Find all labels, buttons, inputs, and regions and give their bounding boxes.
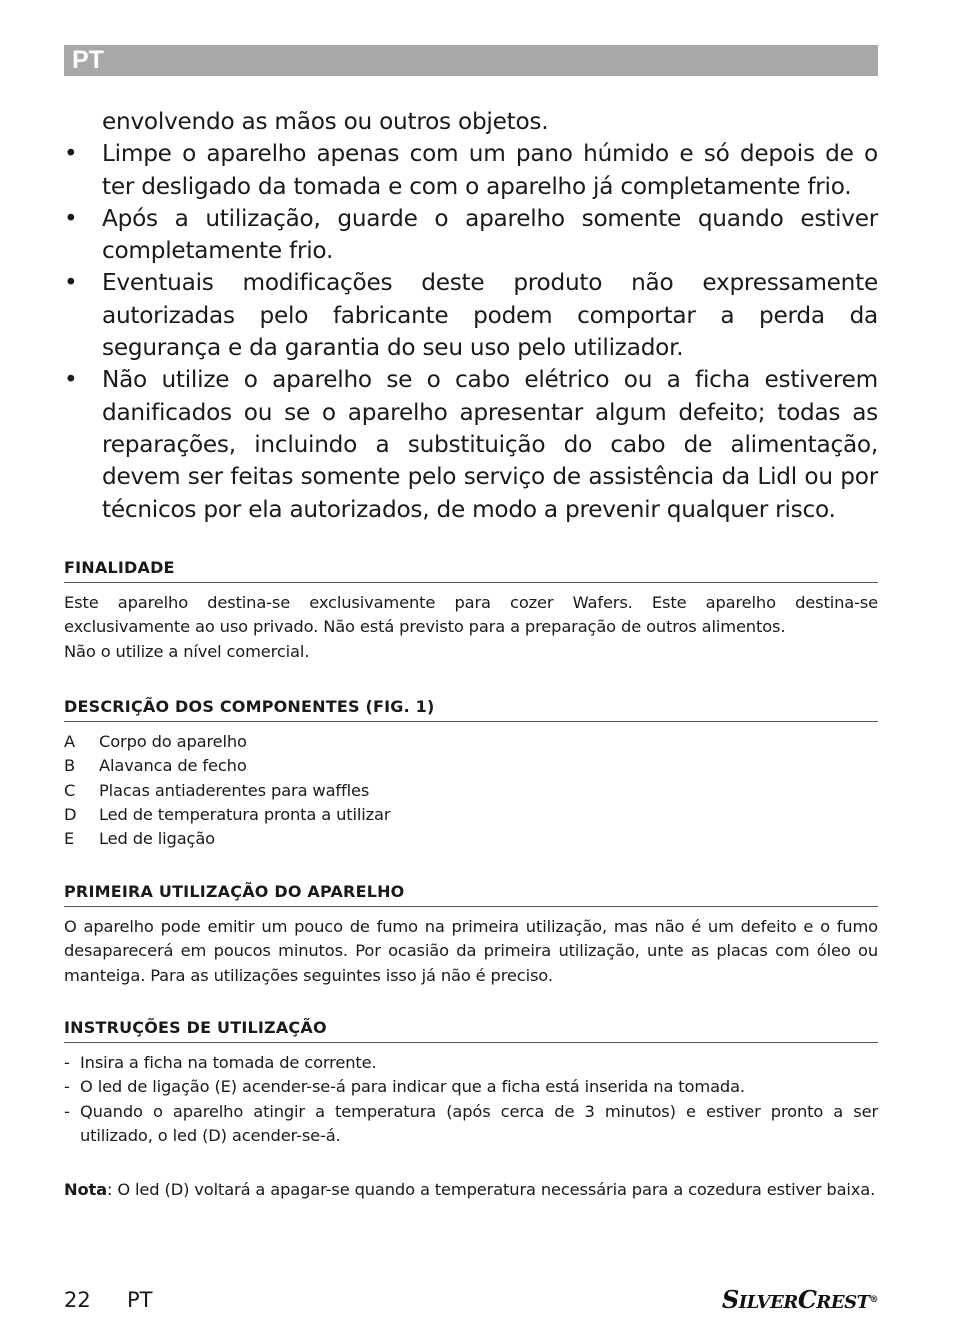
paragraph: Não o utilize a nível comercial. (64, 641, 310, 661)
section-heading: INSTRUÇÕES DE UTILIZAÇÃO (64, 1018, 878, 1043)
safety-instructions (64, 106, 878, 526)
bullet-icon: • (64, 269, 78, 297)
section-heading: DESCRIÇÃO DOS COMPONENTES (FIG. 1) (64, 697, 878, 722)
page-number: 22 (64, 1288, 91, 1312)
bullet-item: • Limpe o aparelho apenas com um pano húmido e só depois de o ter desligado da tomada e com o aparelho já completamente frio. (64, 140, 878, 200)
bullet-icon: • (64, 140, 78, 168)
bullet-item: • Após a utilização, guarde o aparelho somente quando estiver completamente frio. (64, 204, 878, 265)
list-item: - Quando o aparelho atingir a temperatura (após cerca de 3 minutos) e estiver pronto a ser utilizado, o led (D) acender-se-á. (64, 1101, 878, 1145)
continuation-line: envolvendo as mãos ou outros objetos. (102, 108, 549, 135)
list-item: E Led de ligação (64, 829, 215, 849)
section-heading: PRIMEIRA UTILIZAÇÃO DO APARELHO (64, 882, 878, 907)
bullet-icon: • (64, 366, 78, 394)
footer-language: PT (127, 1288, 153, 1312)
header-language: PT (72, 46, 104, 74)
bullet-item: • Não utilize o aparelho se o cabo elétrico ou a ficha estiverem danificados ou se o aparelho apresentar algum defeito; todas as reparações, incluindo a substituição do cabo de alimentação, devem ser feitas somente pelo serviço de assistência da Lidl ou por técnicos por ela autorizados, de modo a prevenir qualquer risco. (64, 366, 878, 523)
section-componentes (64, 697, 878, 851)
silvercrest-logo: SILVERCREST® (721, 1285, 878, 1314)
section-heading: FINALIDADE (64, 558, 878, 583)
components-list (64, 730, 878, 851)
list-item: - O led de ligação (E) acender-se-á para indicar que a ficha está inserida na tomada. (64, 1077, 745, 1097)
bullet-icon: • (64, 204, 78, 232)
bullet-item: • Eventuais modificações deste produto não expressamente autorizadas pelo fabricante podem comportar a perda da segurança e da garantia do seu uso pelo utilizador. (64, 269, 878, 362)
list-item: B Alavanca de fecho (64, 756, 247, 776)
section-primeira-utilizacao (64, 882, 878, 988)
list-item: - Insira a ficha na tomada de corrente. (64, 1053, 377, 1072)
paragraph: Este aparelho destina-se exclusivamente para cozer Wafers. Este aparelho destina-se exclusivamente ao uso privado. Não está previsto para a preparação de outros alimentos. (64, 593, 878, 637)
list-item: A Corpo do aparelho (64, 732, 247, 751)
paragraph: O aparelho pode emitir um pouco de fumo na primeira utilização, mas não é um defeito e o fumo desaparecerá em poucos minutos. Por ocasião da primeira utilização, unte as placas com óleo ou manteiga. Para as utilizações seguintes isso já não é preciso. (64, 917, 878, 985)
header-bar (64, 45, 878, 76)
note-text: : O led (D) voltará a apagar-se quando a temperatura necessária para a cozedura estiver baixa. (106, 1180, 876, 1199)
list-item: C Placas antiaderentes para waffles (64, 780, 370, 800)
note-label: Nota (64, 1180, 107, 1199)
section-instrucoes (64, 1018, 878, 1148)
instructions-list (64, 1051, 878, 1148)
section-finalidade (64, 558, 878, 664)
note (64, 1178, 878, 1202)
list-item: D Led de temperatura pronta a utilizar (64, 804, 391, 824)
